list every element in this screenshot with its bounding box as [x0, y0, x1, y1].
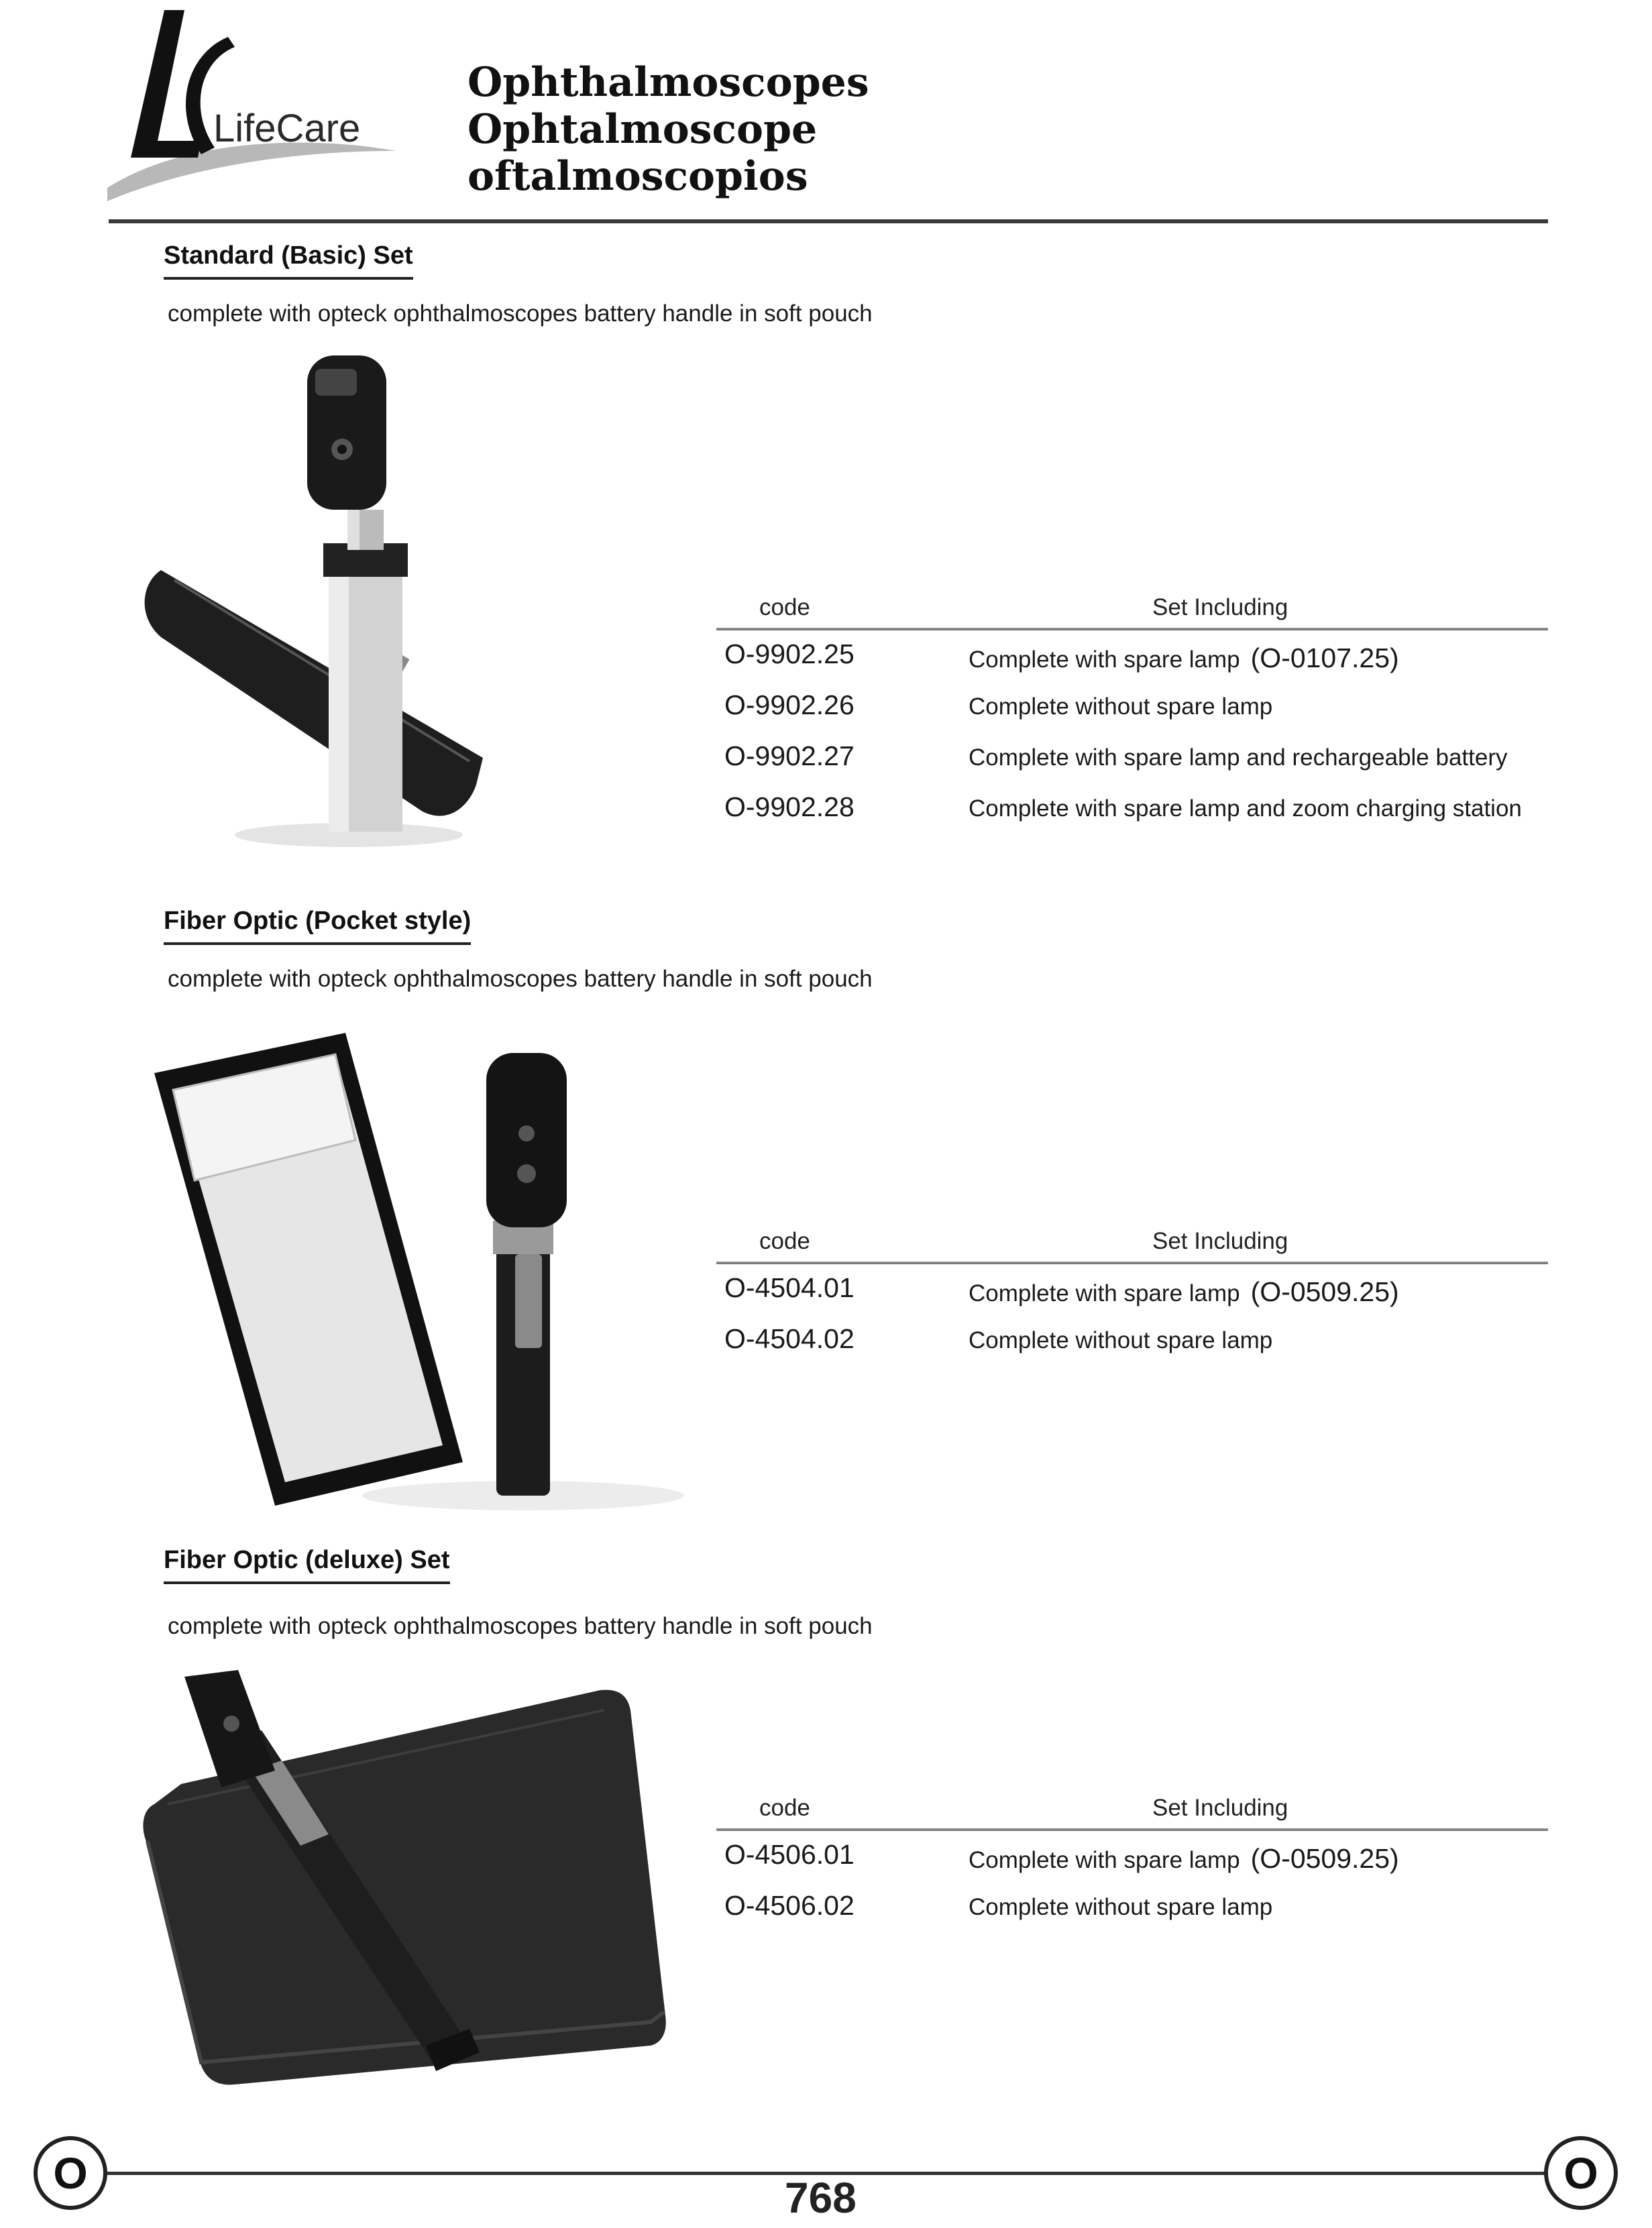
header-divider	[109, 219, 1548, 223]
table-header	[716, 1224, 1548, 1262]
set-description: Complete with spare lamp and rechargeable battery	[969, 744, 1508, 771]
product-code: O-4506.01	[724, 1839, 855, 1870]
set-description: Complete with spare lamp (O-0509.25)	[969, 1276, 1399, 1307]
table-header	[716, 590, 1548, 628]
title-french: Ophtalmoscope	[467, 106, 818, 153]
product-code: O-4506.02	[724, 1890, 855, 1921]
product-code: O-4504.02	[724, 1323, 855, 1354]
table-header	[716, 1791, 1548, 1828]
deluxe-set-product-image	[121, 1670, 684, 2099]
section-description-standard-set: complete with opteck ophthalmoscopes battery handle in soft pouch	[168, 300, 873, 327]
table-row	[716, 1882, 1548, 1933]
section-letter-badge-right: O	[1544, 2136, 1618, 2210]
title-english: Ophthalmoscopes	[467, 59, 869, 106]
product-code: O-9902.28	[724, 791, 855, 822]
section-title-deluxe-set: Fiber Optic (deluxe) Set	[164, 1546, 450, 1584]
set-description: Complete with spare lamp and zoom charging station	[969, 795, 1522, 822]
product-code: O-9902.27	[724, 740, 855, 771]
table-row	[716, 681, 1548, 732]
set-description: Complete with spare lamp (O-0509.25)	[969, 1843, 1399, 1874]
set-description: Complete without spare lamp	[969, 1327, 1273, 1353]
section-description-deluxe-set: complete with opteck ophthalmoscopes battery handle in soft pouch	[168, 1613, 873, 1639]
column-header-code: code	[759, 594, 810, 620]
section-title-standard-set: Standard (Basic) Set	[164, 241, 413, 280]
product-code: O-9902.25	[724, 638, 855, 669]
set-description: Complete without spare lamp	[969, 693, 1273, 720]
column-header-code: code	[759, 1795, 810, 1821]
section-description-pocket-style: complete with opteck ophthalmoscopes battery handle in soft pouch	[168, 966, 873, 992]
title-spanish: oftalmoscopios	[467, 153, 808, 200]
pocket-style-table	[716, 1224, 1548, 1366]
column-header-set-including: Set Including	[1152, 1795, 1288, 1821]
standard-set-product-image	[134, 342, 510, 852]
column-header-set-including: Set Including	[1152, 1228, 1288, 1254]
deluxe-set-table	[716, 1791, 1548, 1933]
table-row	[716, 1264, 1548, 1315]
table-row	[716, 1315, 1548, 1366]
page-titles	[467, 59, 869, 200]
spare-lamp-reference: (O-0509.25)	[1250, 1276, 1399, 1307]
logo-text: LifeCare	[213, 107, 361, 150]
table-row	[716, 1831, 1548, 1882]
column-header-code: code	[759, 1228, 810, 1254]
product-code: O-4504.01	[724, 1272, 855, 1303]
product-code: O-9902.26	[724, 689, 855, 720]
section-letter-badge-left: O	[34, 2136, 107, 2210]
page-number: 768	[785, 2174, 857, 2222]
spare-lamp-reference: (O-0509.25)	[1250, 1843, 1399, 1874]
pocket-style-product-image	[148, 1026, 724, 1516]
set-description: Complete without spare lamp	[969, 1894, 1273, 1920]
section-title-pocket-style: Fiber Optic (Pocket style)	[164, 907, 471, 945]
table-row	[716, 732, 1548, 783]
lifecare-logo	[101, 7, 409, 201]
standard-set-table	[716, 590, 1548, 834]
column-header-set-including: Set Including	[1152, 594, 1288, 620]
set-description: Complete with spare lamp (O-0107.25)	[969, 643, 1399, 673]
table-row	[716, 630, 1548, 681]
spare-lamp-reference: (O-0107.25)	[1250, 643, 1399, 673]
table-row	[716, 783, 1548, 834]
